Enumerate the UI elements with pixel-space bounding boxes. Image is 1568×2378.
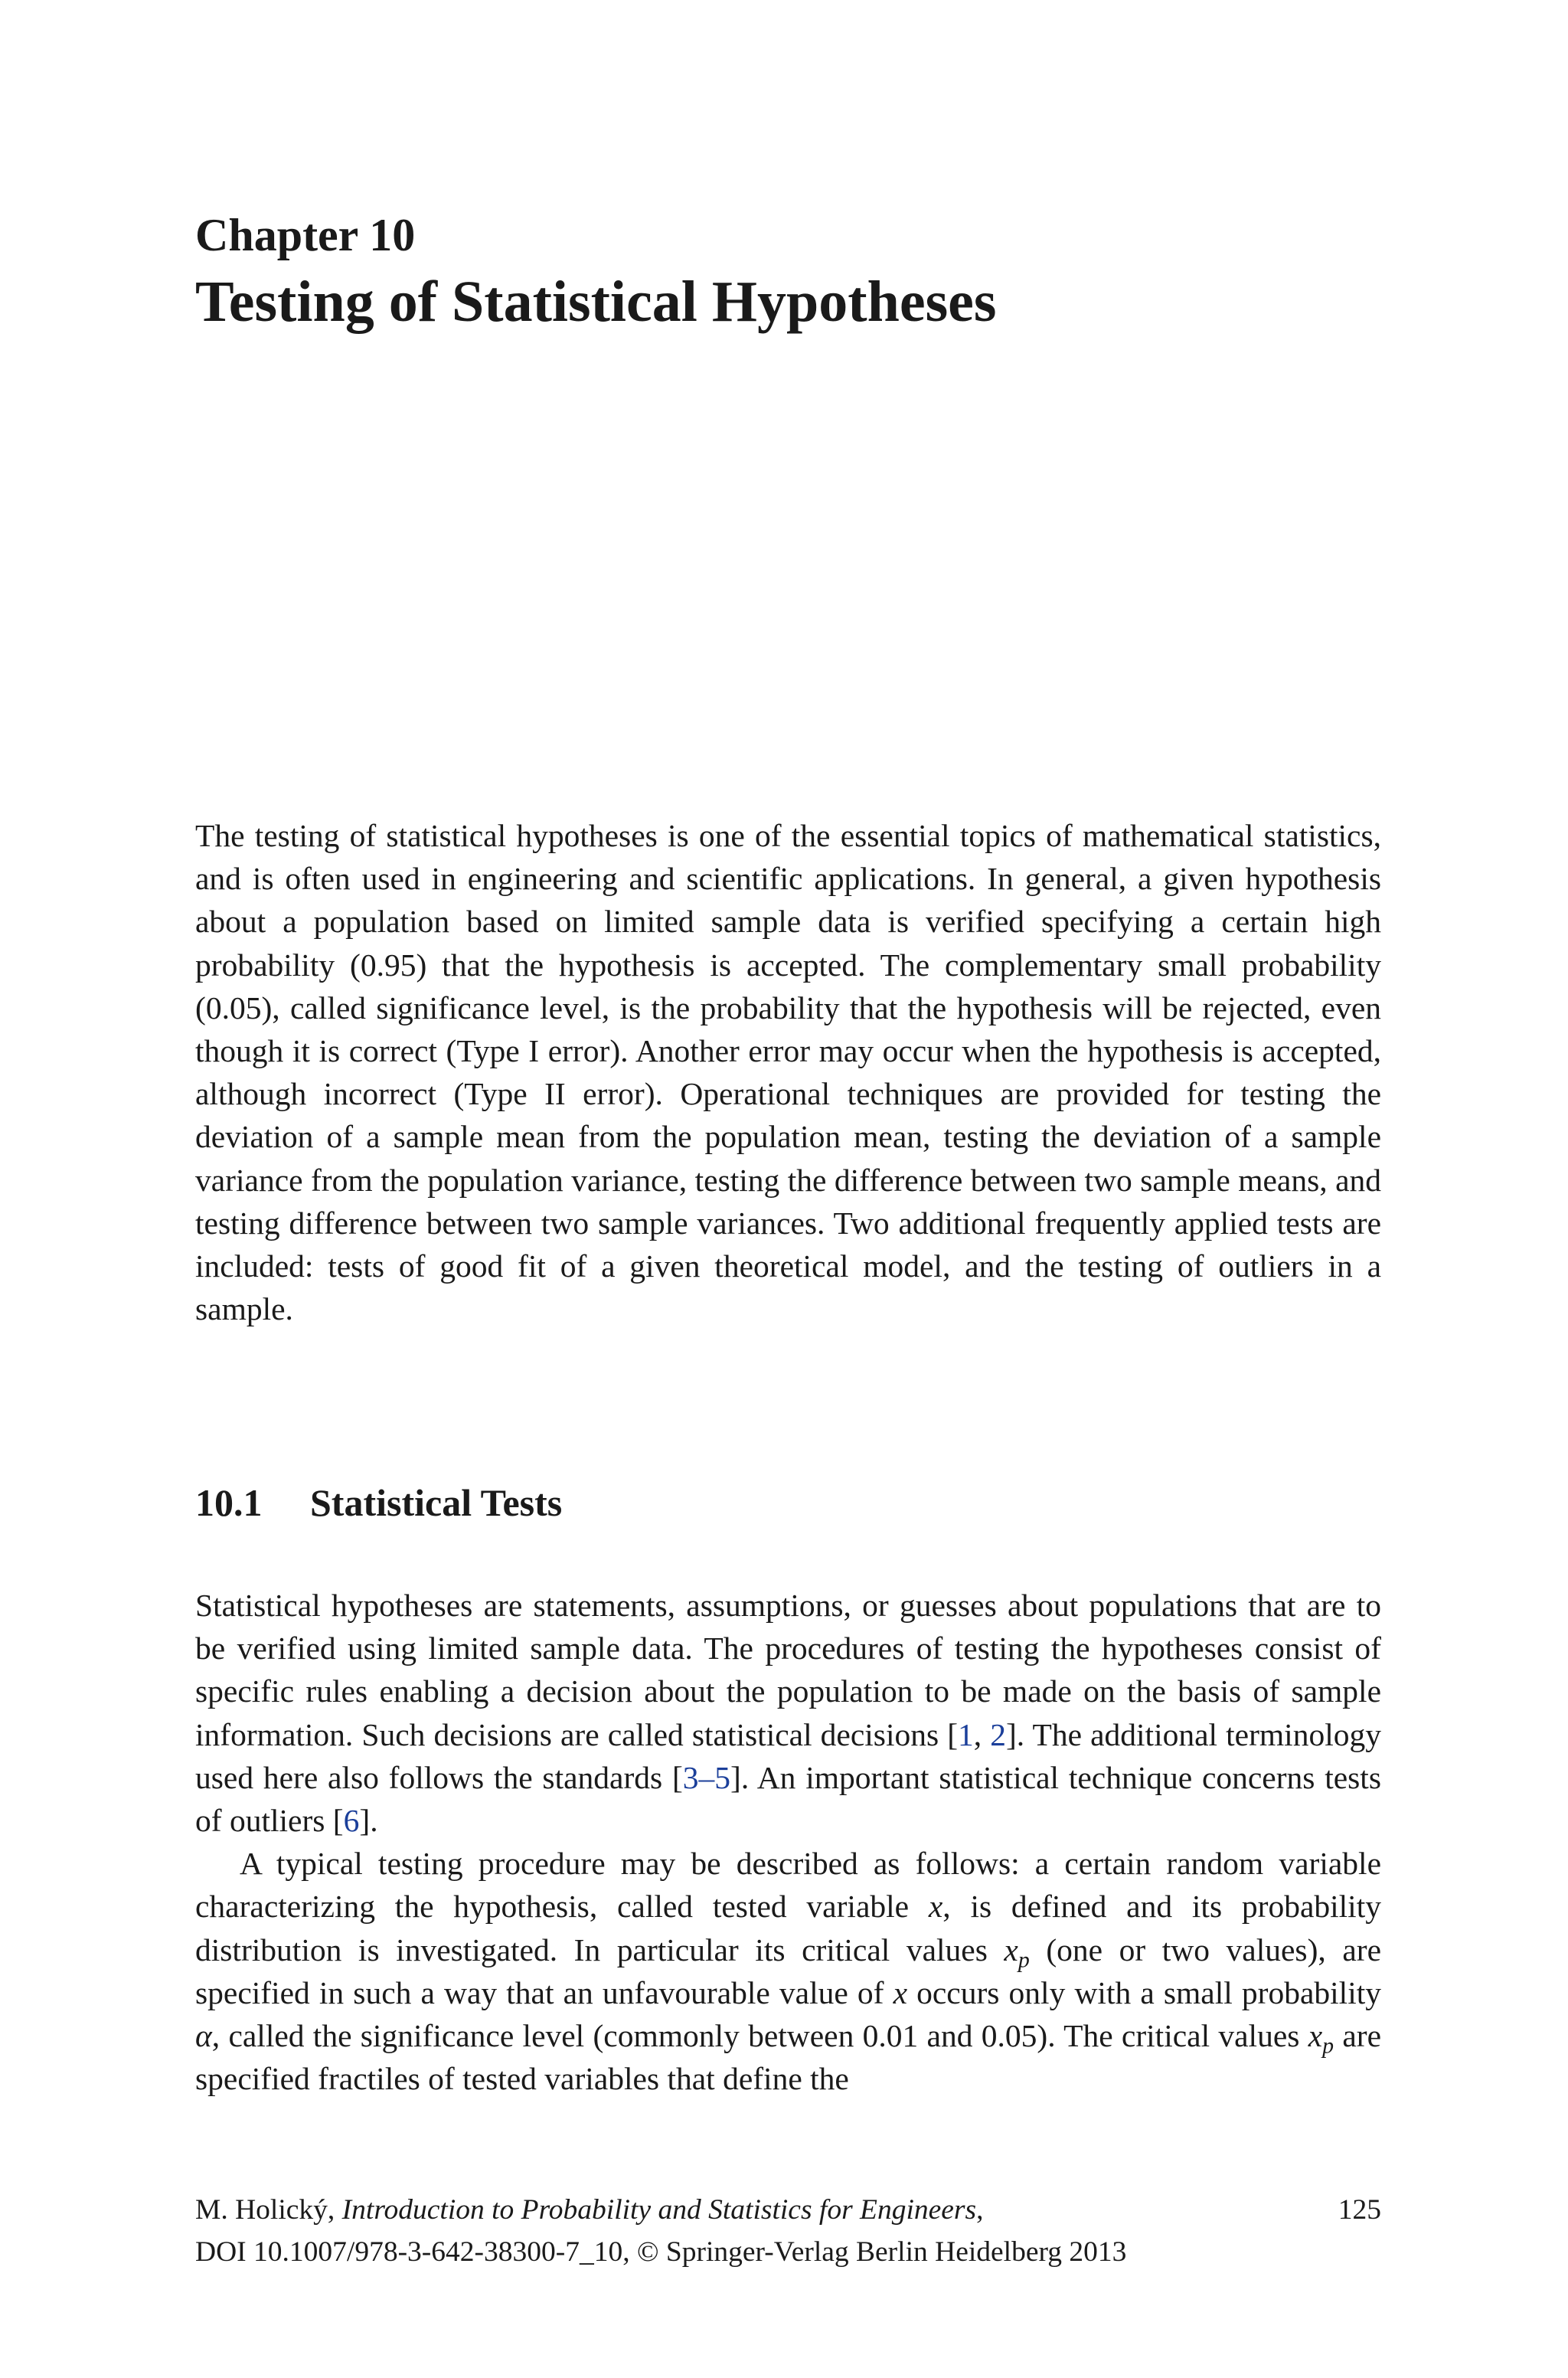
section-heading (195, 1483, 562, 1522)
math-var-x: x (928, 1889, 943, 1925)
abstract-paragraph: The testing of statistical hypotheses is one of the essential topics of mathematical statistics, and is often used in engineering and scientific applications. In general, a given hypothesis about a population based on limited sample data is verified specifying a certain high probability (0.95) that the hypothesis is accepted. The complementary small probability (0.05), called significance level, is the probability that the hypothesis will be rejected, even though it is correct (Type I error). Another error may occur when the hypothesis is accepted, although incorrect (Type II error). Operational techniques are provided for testing the deviation of a sample mean from the population mean, testing the deviation of a sample variance from the population variance, testing the difference between two sample means, and testing difference between two sample variances. Two additional frequently applied tests are included: tests of good fit of a given theoretical model, and the testing of outliers in a sample. (195, 818, 1381, 1327)
footer-citation: M. Holický, Introduction to Probability and Statistics for Engineers, (195, 2194, 984, 2226)
body-paragraph-2: A typical testing procedure may be described as follows: a certain random variable characterizing the hypothesis, called tested variable x, is defined and its probability distribution is investigated. In particular its critical values $x_p$ (one or two values), are specified in such a way that an unfavourable value of x occurs only with a small probability α, called the significance level (commonly between 0.01 and 0.05). The critical values $x_p$ are specified fractiles of tested variables that define the (195, 1846, 1381, 2097)
math-var-x: x (893, 1974, 908, 2010)
math-subscript-p: p (1018, 1946, 1030, 1972)
footer-doi: DOI 10.1007/978-3-642-38300-7_10, © Springer-Verlag Berlin Heidelberg 2013 (195, 2236, 1127, 2268)
chapter-abstract (195, 814, 1381, 1330)
book-title: Introduction to Probability and Statistics for Engineers (341, 2194, 977, 2226)
chapter-title: Testing of Statistical Hypotheses (195, 270, 997, 334)
math-var-xp: x (1004, 1932, 1018, 1967)
math-var-xp: x (1308, 2018, 1323, 2054)
citation-link[interactable]: 3–5 (682, 1759, 731, 1795)
math-var-alpha: α (195, 2018, 212, 2054)
section-title: Statistical Tests (310, 1481, 563, 1524)
section-number: 10.1 (195, 1481, 263, 1524)
citation-link[interactable]: 6 (343, 1803, 360, 1839)
body-paragraph-1: Statistical hypotheses are statements, assumptions, or guesses about populations that are to be verified using limited sample data. The procedures of testing the hypotheses consist of specific rules enabling a decision about the population to be made on the basis of sample information. Such decisions are called statistical decisions [1, 2]. The additional terminology used here also follows the standards [3–5]. An important statistical technique concerns tests of outliers [6]. (195, 1588, 1381, 1839)
page-number: 125 (1338, 2194, 1381, 2226)
citation-link[interactable]: 2 (990, 1716, 1006, 1752)
math-subscript-p: p (1322, 2033, 1334, 2059)
page-footer (195, 2189, 1381, 2273)
citation-link[interactable]: 1 (958, 1716, 974, 1752)
section-body (195, 1584, 1381, 2100)
chapter-label: Chapter 10 (195, 210, 416, 260)
